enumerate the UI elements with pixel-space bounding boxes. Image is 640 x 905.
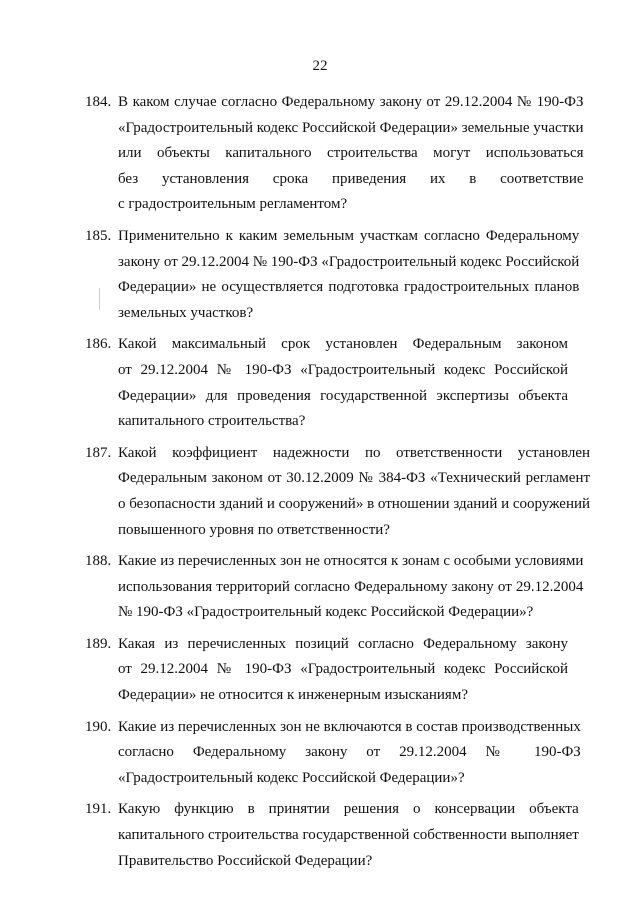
question-text	[118, 797, 579, 874]
question-line: «Градостроительный кодекс Российской Федерации»?	[118, 769, 465, 786]
question-text	[118, 715, 581, 792]
question-line: земельных участков?	[118, 304, 254, 321]
question-text	[118, 332, 568, 434]
question-line: № 190-ФЗ «Градостроительный кодекс Российской Федерации»?	[118, 604, 534, 621]
question-line: от 29.12.2004 № 190-ФЗ «Градостроительный кодекс Российской	[118, 361, 568, 378]
question-line: Какие из перечисленных зон не включаются в состав производственных	[118, 718, 581, 735]
question-line: согласно Федеральному закону от 29.12.2004 № 190-ФЗ	[118, 744, 581, 761]
question-number: 186.	[85, 336, 112, 353]
question-line: Какие из перечисленных зон не относятся к зонам с особыми условиями	[118, 553, 584, 570]
question-line: использования территорий согласно Федеральному закону от 29.12.2004	[118, 578, 584, 595]
question-line: повышенного уровня по ответственности?	[118, 521, 390, 538]
question-item	[85, 797, 579, 874]
question-number: 188.	[85, 553, 112, 570]
question-line: от 29.12.2004 № 190-ФЗ «Градостроительный кодекс Российской	[118, 661, 568, 678]
question-line: Федерации» не осуществляется подготовка градостроительных планов	[118, 279, 580, 296]
question-item	[85, 715, 581, 792]
question-line: Правительство Российской Федерации?	[118, 852, 373, 869]
question-item	[85, 224, 580, 326]
question-text	[118, 632, 568, 709]
question-text	[118, 224, 579, 326]
question-number: 187.	[85, 444, 112, 461]
question-line: без установления срока приведения их в соответствие	[118, 170, 584, 187]
question-item	[85, 549, 584, 626]
question-line: Какой коэффициент надежности по ответственности установлен	[118, 444, 591, 461]
question-line: капитального строительства?	[118, 413, 306, 430]
question-line: Какую функцию в принятии решения о консервации объекта	[118, 801, 579, 818]
question-text	[118, 441, 590, 543]
question-number: 189.	[85, 635, 112, 652]
question-line: Федеральным законом от 30.12.2009 № 384-ФЗ «Технический регламент	[118, 470, 591, 487]
question-line: Применительно к каким земельным участкам согласно Федеральному	[118, 227, 580, 244]
question-item	[85, 441, 591, 543]
question-number: 184.	[85, 94, 112, 110]
question-text	[118, 549, 583, 626]
question-line: с градостроительным регламентом?	[118, 196, 348, 213]
question-line: или объекты капитального строительства могут использоваться	[118, 145, 584, 162]
question-line: Какая из перечисленных позиций согласно Федеральному закону	[118, 635, 568, 652]
question-line: Какой максимальный срок установлен Федеральным законом	[118, 336, 568, 353]
question-number: 185.	[85, 227, 112, 244]
question-line: Федерации» для проведения государственной экспертизы объекта	[118, 387, 568, 404]
question-line: о безопасности зданий и сооружений» в отношении зданий и сооружений	[118, 495, 591, 512]
question-item	[85, 632, 568, 709]
question-line: капитального строительства государственной собственности выполняет	[118, 827, 579, 844]
question-line: В каком случае согласно Федеральному закону от 29.12.2004 № 190-ФЗ	[118, 94, 584, 110]
question-item	[85, 332, 568, 434]
question-list	[85, 90, 591, 880]
question-text	[118, 90, 584, 218]
question-number: 191.	[85, 801, 112, 818]
question-number: 190.	[85, 718, 112, 735]
question-line: Федерации» не относится к инженерным изысканиям?	[118, 687, 468, 704]
question-line: закону от 29.12.2004 № 190-ФЗ «Градостроительный кодекс Российской	[118, 253, 580, 270]
question-item	[85, 90, 584, 218]
question-line: «Градостроительный кодекс Российской Федерации» земельные участки	[118, 119, 584, 136]
page-number: 22	[312, 58, 328, 74]
